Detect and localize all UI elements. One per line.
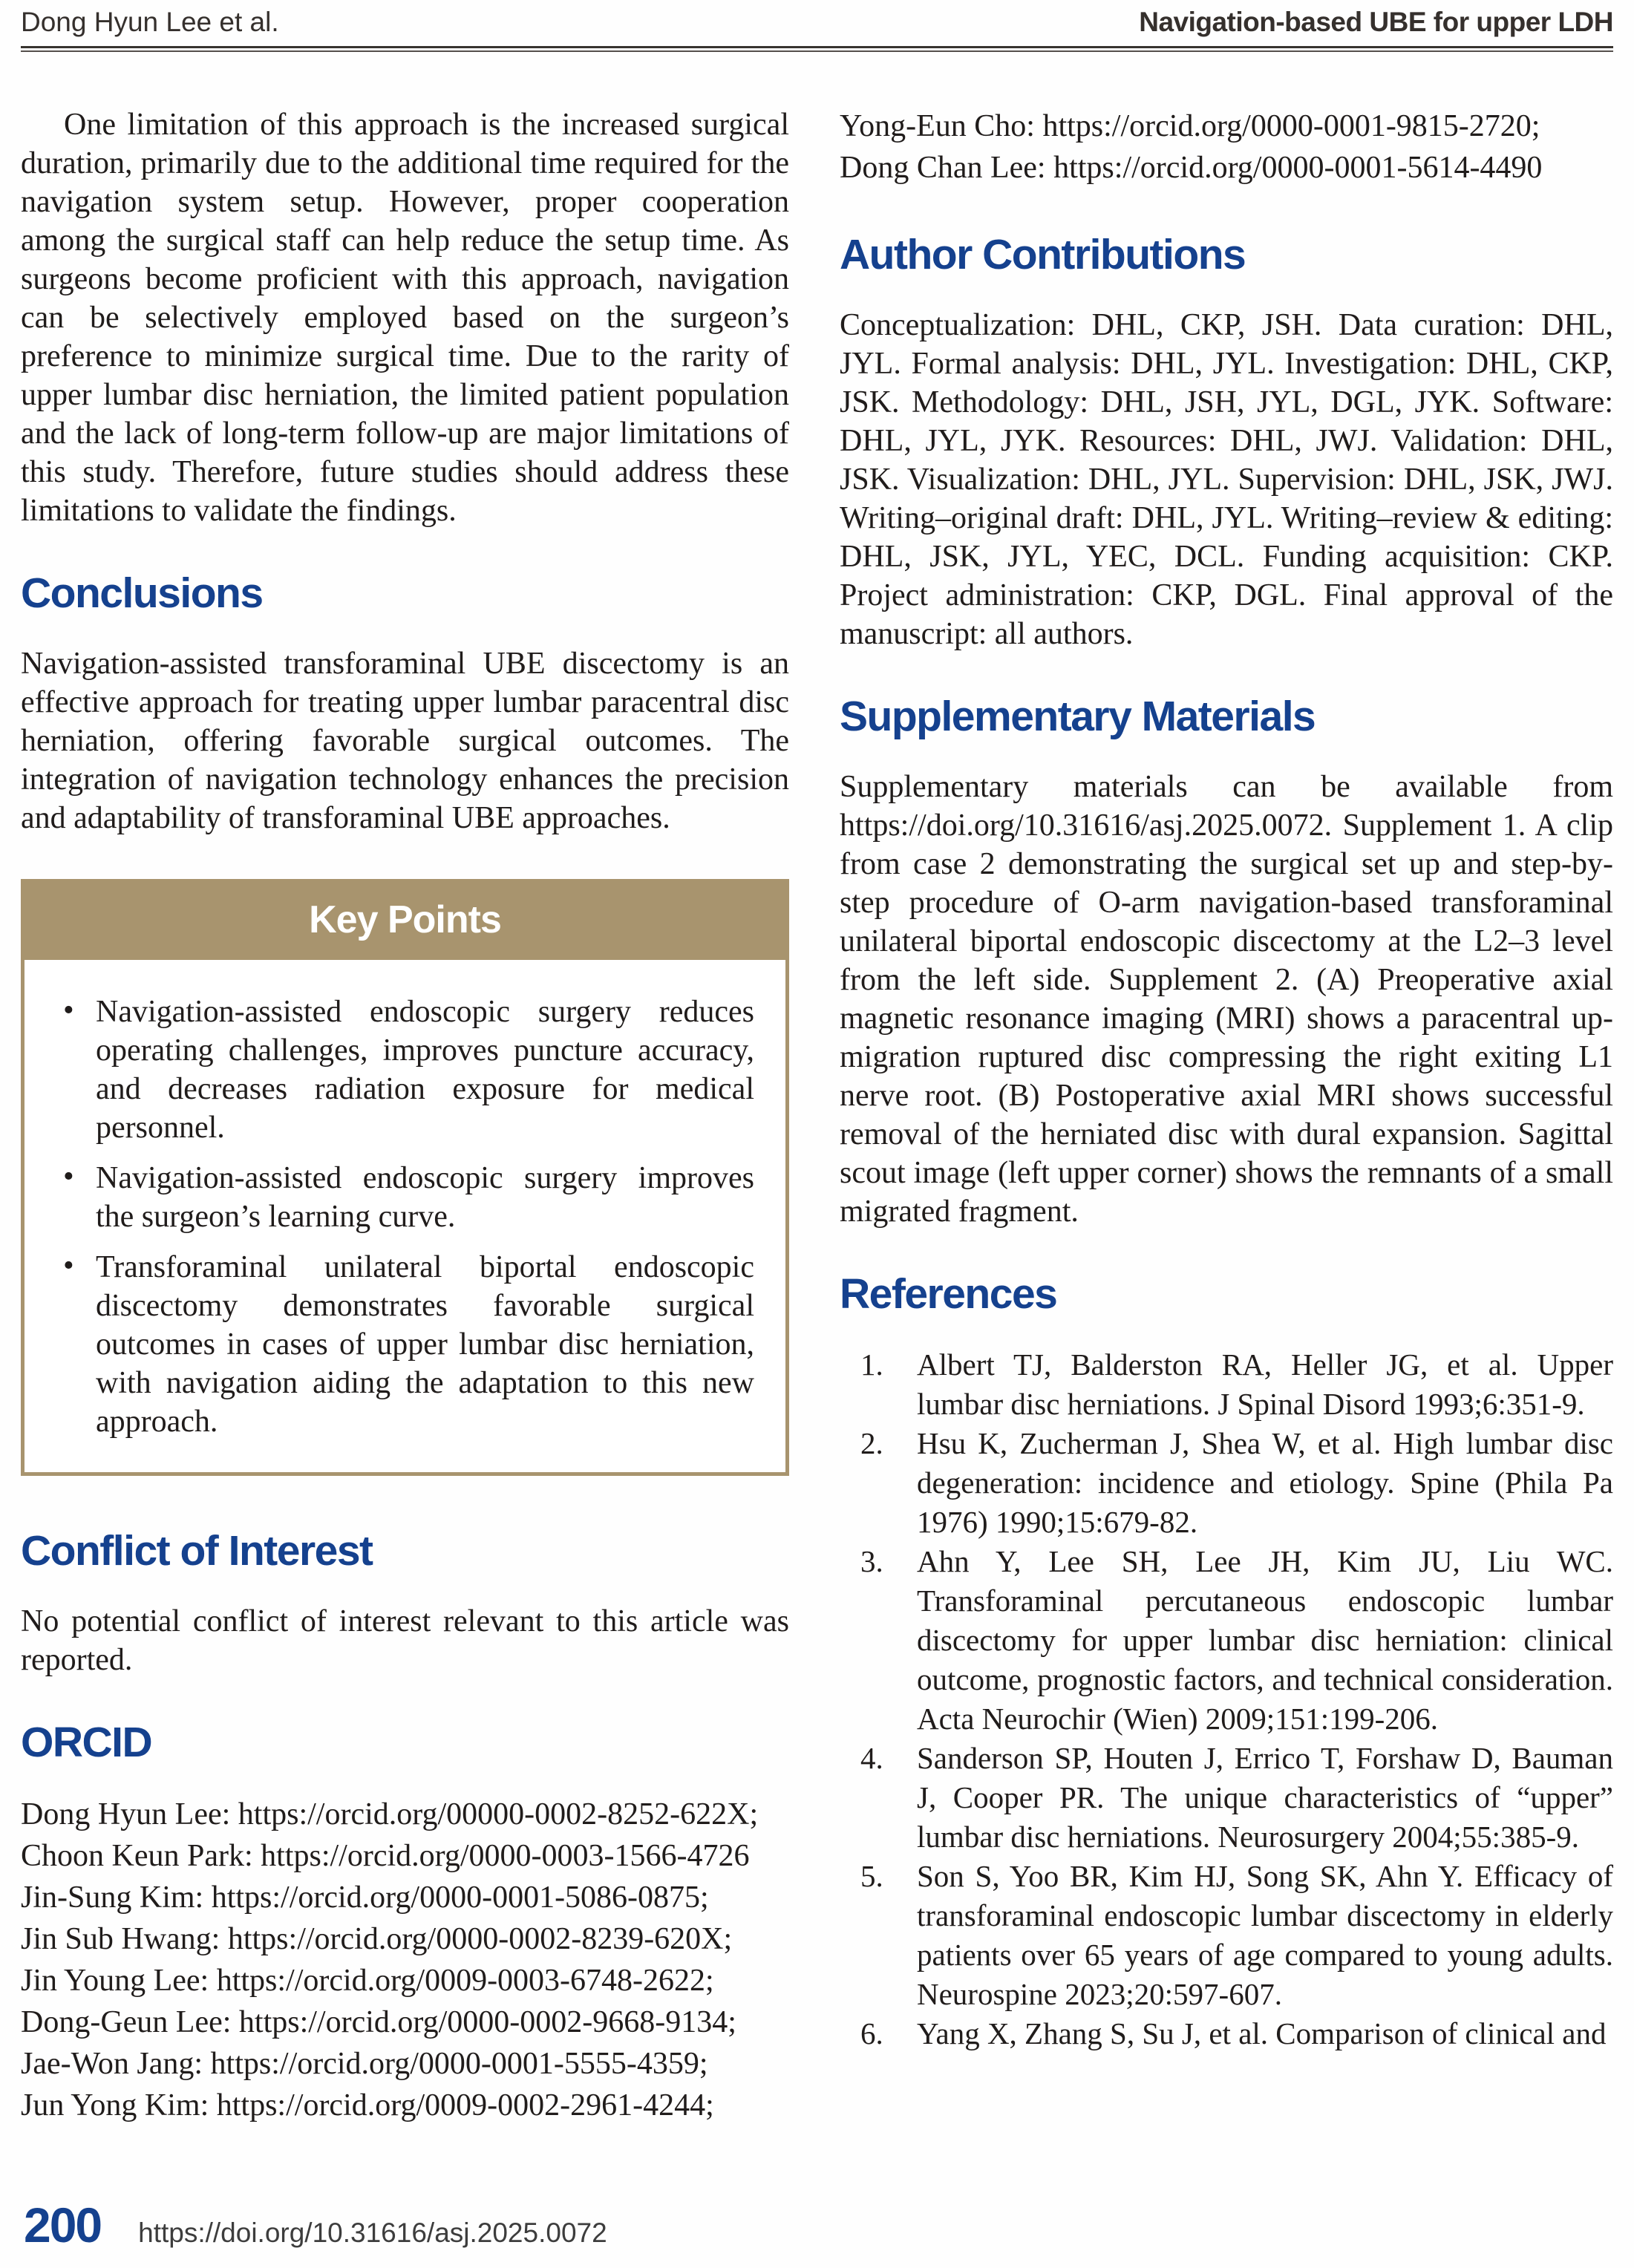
- supplementary-materials-paragraph: Supplementary materials can be available from https://doi.org/10.31616/asj.2025.0072. Supplement 1. A clip from case 2 demonstrating the surgical set up and step-by-step procedure of O-arm navigation-based transforaminal unilateral biportal endoscopic discectomy at the L2–3 level from the left side. Supplement 2. (A) Preoperative axial magnetic resonance imaging (MRI) shows a paracentral up-migration ruptured disc compressing the right exiting L1 nerve root. (B) Postoperative axial MRI shows successful removal of the herniated disc with dural expansion. Sagittal scout image (left upper corner) shows the remnants of a small migrated fragment.: [840, 770, 1613, 1229]
- author-contributions-heading: Author Contributions: [840, 231, 1246, 278]
- bullet-icon: •: [63, 1160, 74, 1194]
- key-point-text: Transforaminal unilateral biportal endoscopic discectomy demonstrates favorable surgical outcomes in cases of upper lumbar disc herniation, with navigation aiding the adaptation to this new approach.: [96, 1250, 754, 1439]
- bullet-icon: •: [63, 993, 74, 1027]
- reference-text: Hsu K, Zucherman J, Shea W, et al. High lumbar disc degeneration: incidence and etiology. Spine (Phila Pa 1976) 1990;15:679-82.: [917, 1426, 1613, 1539]
- orcid-entry: Jae-Won Jang: https://orcid.org/0000-0001-5555-4359;: [21, 2047, 708, 2081]
- key-points-header: Key Points: [24, 883, 785, 960]
- page-footer: [24, 2197, 607, 2253]
- orcid-entry: Choon Keun Park: https://orcid.org/0000-0003-1566-4726: [21, 1839, 750, 1873]
- orcid-list-continued: [840, 105, 1613, 189]
- conflict-of-interest-paragraph: No potential conflict of interest relevant to this article was reported.: [21, 1604, 789, 1677]
- reference-text: Ahn Y, Lee SH, Lee JH, Kim JU, Liu WC. Transforaminal percutaneous endoscopic lumbar discectomy for upper lumbar disc herniation: clinical outcome, prognostic factors, and technical consideration. Acta Neurochir (Wien) 2009;151:199-206.: [917, 1544, 1613, 1736]
- orcid-entry: Jin Sub Hwang: https://orcid.org/0000-0002-8239-620X;: [21, 1922, 733, 1956]
- footer-doi: https://doi.org/10.31616/asj.2025.0072: [138, 2218, 607, 2248]
- key-point-item: [45, 1248, 754, 1441]
- orcid-entry: Dong-Geun Lee: https://orcid.org/0000-0002-9668-9134;: [21, 2005, 736, 2039]
- reference-item: [840, 1424, 1613, 1542]
- orcid-entry: Dong Hyun Lee: https://orcid.org/00000-0002-8252-622X;: [21, 1797, 759, 1831]
- right-column: [840, 105, 1613, 2126]
- page-header: [21, 6, 1613, 39]
- reference-number: 4.: [860, 1741, 883, 1775]
- reference-text: Yang X, Zhang S, Su J, et al. Comparison of clinical and: [917, 2016, 1607, 2050]
- references-list: [840, 1345, 1613, 2053]
- header-rule: [21, 46, 1613, 52]
- reference-number: 5.: [860, 1859, 883, 1893]
- reference-item: [840, 1857, 1613, 2014]
- author-contributions-paragraph: Conceptualization: DHL, CKP, JSH. Data curation: DHL, JYL. Formal analysis: DHL, JYL. Investigation: DHL, CKP, JSK. Methodology: DHL, JSH, JYL, DGL, JYK. Software: DHL, JYL, JYK. Resources: DHL, JWJ. Validation: DHL, JSK. Visualization: DHL, JYL. Supervision: DHL, JSK, JWJ. Writing–original draft: DHL, JYL. Writing–review & editing: DHL, JSK, JYL, YEC, DCL. Funding acquisition: CKP. Project administration: CKP, DGL. Final approval of the manuscript: all authors.: [840, 308, 1613, 651]
- reference-item: [840, 1542, 1613, 1739]
- supplementary-materials-heading: Supplementary Materials: [840, 693, 1316, 740]
- conclusions-heading: Conclusions: [21, 569, 263, 617]
- key-points-list: [24, 960, 785, 1472]
- orcid-entry: Jin Young Lee: https://orcid.org/0009-0003-6748-2622;: [21, 1964, 714, 1998]
- reference-number: 1.: [860, 1347, 883, 1382]
- reference-number: 6.: [860, 2016, 883, 2050]
- orcid-entry: Jun Yong Kim: https://orcid.org/0009-0002-2961-4244;: [21, 2088, 714, 2122]
- orcid-entry: Yong-Eun Cho: https://orcid.org/0000-0001-9815-2720;: [840, 109, 1540, 143]
- orcid-entry: Jin-Sung Kim: https://orcid.org/0000-0001-5086-0875;: [21, 1880, 709, 1915]
- key-points-box: [21, 879, 789, 1476]
- bullet-icon: •: [63, 1249, 74, 1283]
- orcid-heading: ORCID: [21, 1719, 152, 1766]
- orcid-list: [21, 1794, 789, 2126]
- key-point-text: Navigation-assisted endoscopic surgery improves the surgeon’s learning curve.: [96, 1161, 754, 1234]
- header-running-title: Navigation-based UBE for upper LDH: [1139, 7, 1613, 37]
- key-point-item: [45, 1159, 754, 1236]
- reference-number: 2.: [860, 1426, 883, 1460]
- key-point-text: Navigation-assisted endoscopic surgery reduces operating challenges, improves puncture accuracy, and decreases radiation exposure for medical personnel.: [96, 995, 754, 1145]
- reference-text: Sanderson SP, Houten J, Errico T, Forshaw D, Bauman J, Cooper PR. The unique characteristics of “upper” lumbar disc herniations. Neurosurgery 2004;55:385-9.: [917, 1741, 1613, 1854]
- header-author: Dong Hyun Lee et al.: [21, 7, 279, 37]
- intro-paragraph: One limitation of this approach is the increased surgical duration, primarily due to the additional time required for the navigation system setup. However, proper cooperation among the surgical staff can help reduce the setup time. As surgeons become proficient with this approach, navigation can be selectively employed based on the surgeon’s preference to minimize surgical time. Due to the rarity of upper lumbar disc herniation, the limited patient population and the lack of long-term follow-up are major limitations of this study. Therefore, future studies should address these limitations to validate the findings.: [21, 108, 789, 528]
- reference-item: [840, 2014, 1613, 2053]
- reference-number: 3.: [860, 1544, 883, 1578]
- orcid-entry: Dong Chan Lee: https://orcid.org/0000-0001-5614-4490: [840, 151, 1543, 185]
- conclusions-paragraph: Navigation-assisted transforaminal UBE discectomy is an effective approach for treating upper lumbar paracentral disc herniation, offering favorable surgical outcomes. The integration of navigation technology enhances the precision and adaptability of transforaminal UBE approaches.: [21, 647, 789, 835]
- key-point-item: [45, 993, 754, 1147]
- references-heading: References: [840, 1270, 1057, 1318]
- two-column-layout: [21, 105, 1613, 2126]
- reference-item: [840, 1345, 1613, 1424]
- conflict-of-interest-heading: Conflict of Interest: [21, 1527, 373, 1575]
- reference-text: Son S, Yoo BR, Kim HJ, Song SK, Ahn Y. Efficacy of transforaminal endoscopic lumbar discectomy in elderly patients over 65 years of age compared to young adults. Neurospine 2023;20:597-607.: [917, 1859, 1613, 2011]
- page-number: 200: [24, 2197, 102, 2252]
- reference-text: Albert TJ, Balderston RA, Heller JG, et al. Upper lumbar disc herniations. J Spinal Disord 1993;6:351-9.: [917, 1347, 1613, 1421]
- reference-item: [840, 1739, 1613, 1857]
- left-column: [21, 105, 789, 2126]
